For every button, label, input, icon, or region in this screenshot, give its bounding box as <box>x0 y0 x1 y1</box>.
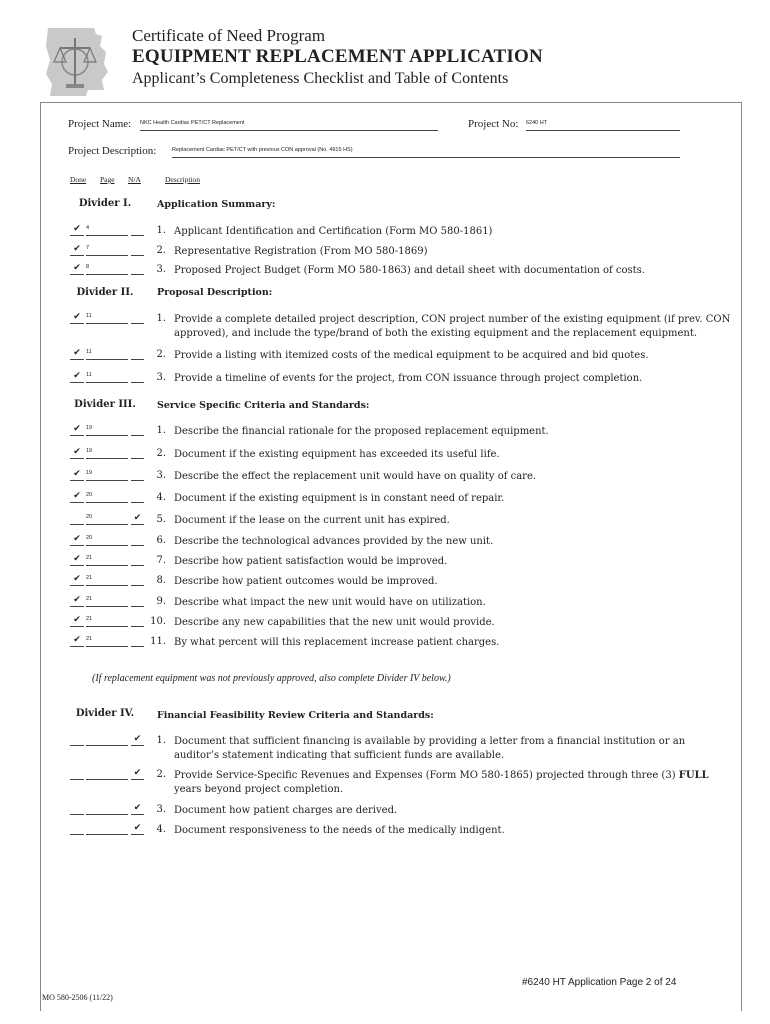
item-number: 2. <box>156 349 166 360</box>
na-checkbox[interactable] <box>131 616 144 627</box>
divider-label: Divider II. <box>76 287 134 298</box>
project-no-field[interactable]: 6240 HT <box>526 118 680 131</box>
item-number: 2. <box>156 245 166 256</box>
done-checkbox[interactable] <box>70 735 84 746</box>
item-text: Document if the existing equipment has exceeded its useful life. <box>174 449 500 460</box>
na-checkbox[interactable] <box>131 245 144 256</box>
checklist-row <box>0 535 770 549</box>
column-description: Description <box>165 175 200 184</box>
project-description-field[interactable]: Replacement Cardiac PET/CT with previous CON approval (No. 4915 HS) <box>172 145 680 158</box>
checklist-row <box>0 448 770 462</box>
page-field[interactable]: 7 <box>86 245 128 256</box>
item-number: 6. <box>156 535 166 546</box>
column-na: N/A <box>128 175 141 184</box>
na-checkbox[interactable] <box>131 596 144 607</box>
item-number: 3. <box>156 470 166 481</box>
done-checkbox[interactable]: ✔ <box>70 245 84 256</box>
item-number: 3. <box>156 264 166 275</box>
item-number: 1. <box>156 225 166 236</box>
done-checkbox[interactable]: ✔ <box>70 596 84 607</box>
item-number: 8. <box>156 575 166 586</box>
program-title: Certificate of Need Program <box>132 26 326 45</box>
na-checkbox[interactable] <box>131 425 144 436</box>
page-field[interactable]: 20 <box>86 492 128 503</box>
checklist-row <box>0 264 770 278</box>
na-checkbox[interactable]: ✔ <box>131 514 144 525</box>
item-text: Proposed Project Budget (Form MO 580-1863) and detail sheet with documentation of costs. <box>174 265 645 276</box>
item-number: 11. <box>150 636 166 647</box>
na-checkbox[interactable]: ✔ <box>131 735 144 746</box>
done-checkbox[interactable] <box>70 804 84 815</box>
item-text: Document if the lease on the current unit has expired. <box>174 515 450 526</box>
page-field[interactable]: 11 <box>86 313 128 324</box>
page-field[interactable]: 20 <box>86 535 128 546</box>
item-text: Describe what impact the new unit would have on utilization. <box>174 597 486 608</box>
item-text: Describe any new capabilities that the new unit would provide. <box>174 617 495 628</box>
na-checkbox[interactable] <box>131 264 144 275</box>
na-checkbox[interactable]: ✔ <box>131 824 144 835</box>
item-text: Describe how patient outcomes would be improved. <box>174 576 438 587</box>
missouri-state-seal-icon <box>42 24 112 98</box>
page-field[interactable] <box>86 769 128 780</box>
divider-iv-note: (If replacement equipment was not previously approved, also complete Divider IV below.) <box>92 673 451 684</box>
checklist-row <box>0 514 770 528</box>
item-number: 5. <box>156 514 166 525</box>
page-field[interactable]: 21 <box>86 596 128 607</box>
na-checkbox[interactable] <box>131 575 144 586</box>
na-checkbox[interactable] <box>131 349 144 360</box>
done-checkbox[interactable] <box>70 769 84 780</box>
checklist-row <box>0 768 770 795</box>
item-text: Representative Registration (From MO 580-1869) <box>174 246 428 257</box>
item-text: Document that sufficient financing is available by providing a letter from a financial institution or an auditor’s statement indicating that sufficient funds are available. <box>174 736 686 761</box>
project-name-field[interactable]: NKC Health Cardiac PET/CT Replacement <box>140 118 438 131</box>
item-text: Describe the effect the replacement unit would have on quality of care. <box>174 471 537 482</box>
checklist-row <box>0 470 770 484</box>
checklist-row <box>0 555 770 569</box>
section-title: Proposal Description: <box>157 287 273 298</box>
page-reference: #6240 HT Application Page 2 of 24 <box>522 977 677 988</box>
column-done: Done <box>70 175 87 184</box>
checklist-row <box>0 312 770 339</box>
page-field[interactable]: 21 <box>86 636 128 647</box>
done-checkbox[interactable]: ✔ <box>70 470 84 481</box>
page-field[interactable]: 19 <box>86 448 128 459</box>
item-text: Describe how patient satisfaction would be improved. <box>174 556 448 567</box>
item-text: By what percent will this replacement increase patient charges. <box>174 637 500 648</box>
form-title: EQUIPMENT REPLACEMENT APPLICATION <box>132 46 543 67</box>
checklist-row <box>0 734 770 761</box>
checklist-row <box>0 636 770 650</box>
item-text: Document responsiveness to the needs of the medically indigent. <box>174 825 505 836</box>
item-text: Document how patient charges are derived. <box>174 805 398 816</box>
na-checkbox[interactable] <box>131 313 144 324</box>
item-number: 1. <box>156 735 166 746</box>
checklist-row <box>0 804 770 818</box>
item-number: 4. <box>156 824 166 835</box>
done-checkbox[interactable] <box>70 514 84 525</box>
done-checkbox[interactable]: ✔ <box>70 425 84 436</box>
page-field[interactable]: 8 <box>86 264 128 275</box>
section-title: Financial Feasibility Review Criteria and Standards: <box>157 710 434 721</box>
na-checkbox[interactable] <box>131 470 144 481</box>
page-field[interactable] <box>86 735 128 746</box>
page-field[interactable]: 20 <box>86 514 128 525</box>
item-number: 2. <box>156 448 166 459</box>
done-checkbox[interactable]: ✔ <box>70 349 84 360</box>
divider-label: Divider I. <box>78 198 132 209</box>
na-checkbox[interactable] <box>131 492 144 503</box>
item-number: 3. <box>156 372 166 383</box>
item-number: 9. <box>156 596 166 607</box>
done-checkbox[interactable]: ✔ <box>70 225 84 236</box>
na-checkbox[interactable] <box>131 448 144 459</box>
item-text: Provide a complete detailed project description, CON project number of the existing equipment (if prev. CON approved), and include the type/brand of both the existing equipment and the replacement equipment. <box>174 314 731 339</box>
form-subtitle: Applicant’s Completeness Checklist and Table of Contents <box>132 70 509 87</box>
page-field[interactable]: 19 <box>86 425 128 436</box>
checklist-row <box>0 575 770 589</box>
item-text <box>174 769 719 797</box>
page-field[interactable] <box>86 804 128 815</box>
done-checkbox[interactable]: ✔ <box>70 575 84 586</box>
page-field[interactable]: 11 <box>86 372 128 383</box>
column-page: Page <box>100 175 115 184</box>
item-text-part: Provide Service-Specific Revenues and Expenses (Form MO 580-1865) projected through three (3) <box>174 770 679 781</box>
checklist-row <box>0 824 770 838</box>
divider-label: Divider IV. <box>75 708 135 719</box>
page-field[interactable]: 21 <box>86 555 128 566</box>
na-checkbox[interactable] <box>131 535 144 546</box>
done-checkbox[interactable]: ✔ <box>70 372 84 383</box>
item-number: 1. <box>156 425 166 436</box>
checklist-row <box>0 245 770 259</box>
checklist-row <box>0 372 770 386</box>
item-text: Describe the financial rationale for the proposed replacement equipment. <box>174 426 549 437</box>
done-checkbox[interactable]: ✔ <box>70 264 84 275</box>
done-checkbox[interactable]: ✔ <box>70 555 84 566</box>
page-field[interactable]: 19 <box>86 470 128 481</box>
checklist-row <box>0 349 770 363</box>
item-text: Document if the existing equipment is in constant need of repair. <box>174 493 505 504</box>
done-checkbox[interactable]: ✔ <box>70 616 84 627</box>
divider-label: Divider III. <box>74 399 136 410</box>
checklist-row <box>0 425 770 439</box>
checklist-row <box>0 225 770 239</box>
checklist-row <box>0 616 770 630</box>
form-number: MO 580-2506 (11/22) <box>42 993 113 1002</box>
project-description-label: Project Description: <box>68 145 157 157</box>
na-checkbox[interactable]: ✔ <box>131 769 144 780</box>
item-number: 4. <box>156 492 166 503</box>
done-checkbox[interactable]: ✔ <box>70 535 84 546</box>
item-text: Applicant Identification and Certification (Form MO 580-1861) <box>174 226 493 237</box>
item-number: 1. <box>156 313 166 324</box>
item-number: 2. <box>156 769 166 780</box>
item-number: 7. <box>156 555 166 566</box>
done-checkbox[interactable]: ✔ <box>70 313 84 324</box>
item-number: 10. <box>150 616 166 627</box>
item-text-part: years beyond project completion. <box>174 784 344 795</box>
checklist-row <box>0 492 770 506</box>
item-number: 3. <box>156 804 166 815</box>
project-name-label: Project Name: <box>68 118 132 130</box>
page-field[interactable]: 21 <box>86 616 128 627</box>
page-field[interactable]: 4 <box>86 225 128 236</box>
done-checkbox[interactable] <box>70 824 84 835</box>
page-field[interactable]: 11 <box>86 349 128 360</box>
na-checkbox[interactable]: ✔ <box>131 804 144 815</box>
done-checkbox[interactable]: ✔ <box>70 636 84 647</box>
item-text: Provide a timeline of events for the project, from CON issuance through project completion. <box>174 373 643 384</box>
section-title: Service Specific Criteria and Standards: <box>157 400 370 411</box>
checklist-row <box>0 596 770 610</box>
na-checkbox[interactable] <box>131 225 144 236</box>
section-title: Application Summary: <box>157 199 276 210</box>
done-checkbox[interactable]: ✔ <box>70 492 84 503</box>
project-no-label: Project No: <box>468 118 519 130</box>
na-checkbox[interactable] <box>131 555 144 566</box>
done-checkbox[interactable]: ✔ <box>70 448 84 459</box>
page-field[interactable] <box>86 824 128 835</box>
na-checkbox[interactable] <box>131 636 144 647</box>
na-checkbox[interactable] <box>131 372 144 383</box>
page-field[interactable]: 21 <box>86 575 128 586</box>
item-text: Describe the technological advances provided by the new unit. <box>174 536 494 547</box>
item-text-emphasis: FULL <box>678 770 709 781</box>
item-text: Provide a listing with itemized costs of the medical equipment to be acquired and bid quotes. <box>174 350 649 361</box>
